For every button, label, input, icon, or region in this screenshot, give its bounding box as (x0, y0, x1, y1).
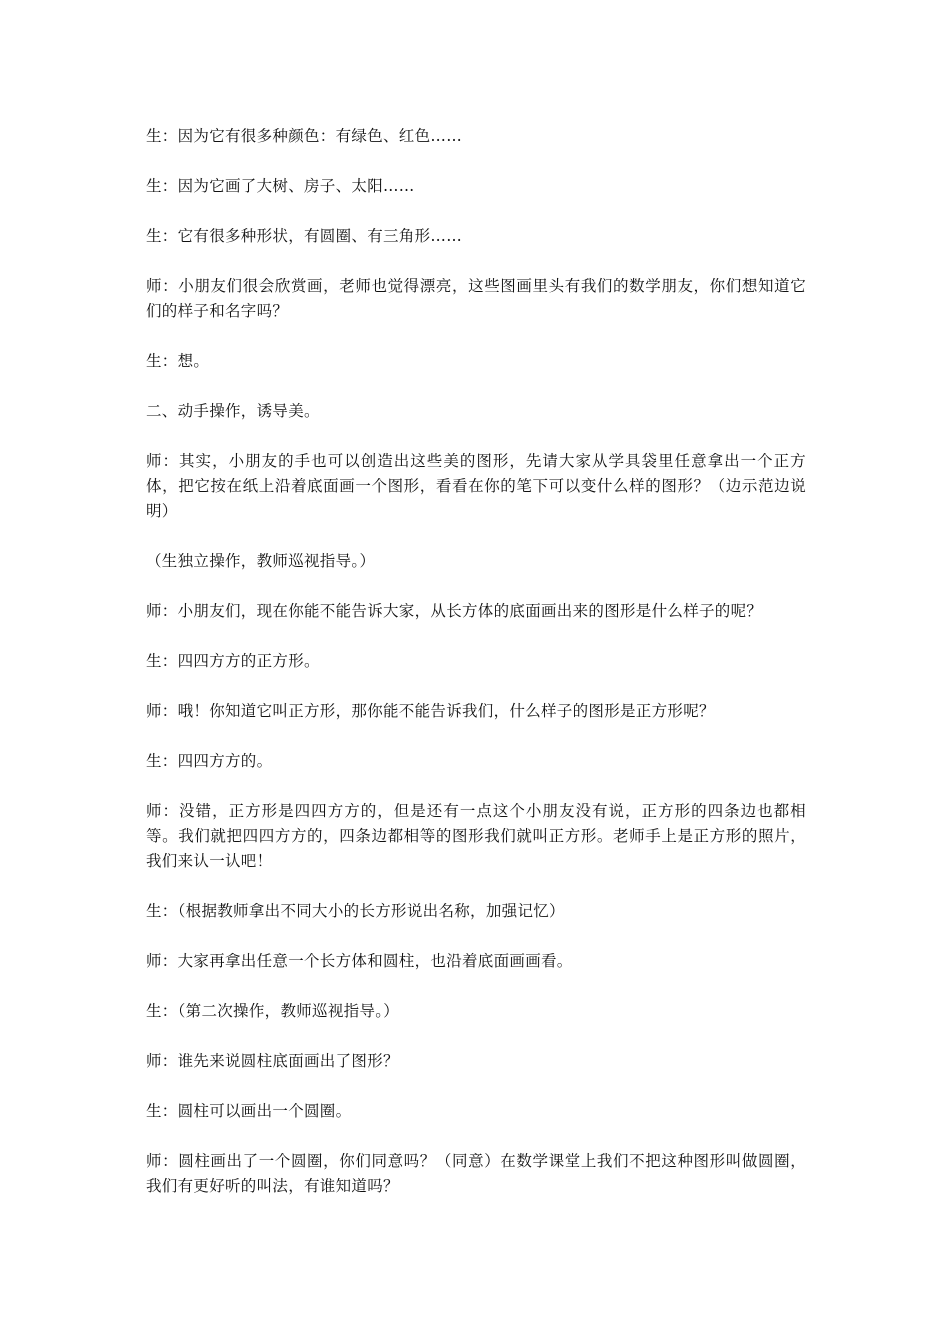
paragraph: 生：圆柱可以画出一个圆圈。 (146, 1102, 352, 1120)
paragraph: （生独立操作，教师巡视指导。） (146, 552, 376, 570)
document-body (146, 124, 806, 1224)
paragraph: 师：其实，小朋友的手也可以创造出这些美的图形，先请大家从学具袋里任意拿出一个正方体，把它按在纸上沿着底面画一个图形，看看在你的笔下可以变什么样的图形？（边示范边说明） (146, 452, 806, 520)
paragraph: 生：四四方方的正方形。 (146, 652, 320, 670)
paragraph: 师：小朋友们很会欣赏画，老师也觉得漂亮，这些图画里头有我们的数学朋友，你们想知道它们的样子和名字吗？ (146, 277, 806, 320)
paragraph: 师：没错，正方形是四四方方的，但是还有一点这个小朋友没有说，正方形的四条边也都相等。我们就把四四方方的，四条边都相等的图形我们就叫正方形。老师手上是正方形的照片，我们来认一认吧！ (146, 802, 806, 870)
paragraph: 师：哦！你知道它叫正方形，那你能不能告诉我们，什么样子的图形是正方形呢？ (146, 702, 715, 720)
paragraph: 生：因为它有很多种颜色：有绿色、红色…… (146, 127, 463, 145)
paragraph: 师：谁先来说圆柱底面画出了图形？ (146, 1052, 399, 1070)
paragraph: 生：想。 (146, 352, 210, 370)
paragraph: 生：四四方方的。 (146, 752, 273, 770)
paragraph: 师：圆柱画出了一个圆圈，你们同意吗？（同意）在数学课堂上我们不把这种图形叫做圆圈，我们有更好听的叫法，有谁知道吗？ (146, 1152, 806, 1195)
paragraph: 生：它有很多种形状，有圆圈、有三角形…… (146, 227, 463, 245)
paragraph: 生：因为它画了大树、房子、太阳…… (146, 177, 415, 195)
paragraph: 生：（根据教师拿出不同大小的长方形说出名称，加强记忆） (146, 902, 565, 920)
paragraph: 师：大家再拿出任意一个长方体和圆柱，也沿着底面画画看。 (146, 952, 573, 970)
paragraph: 师：小朋友们，现在你能不能告诉大家，从长方体的底面画出来的图形是什么样子的呢？ (146, 602, 763, 620)
section-heading: 二、动手操作，诱导美。 (146, 402, 320, 420)
paragraph: 生：（第二次操作，教师巡视指导。） (146, 1002, 400, 1020)
